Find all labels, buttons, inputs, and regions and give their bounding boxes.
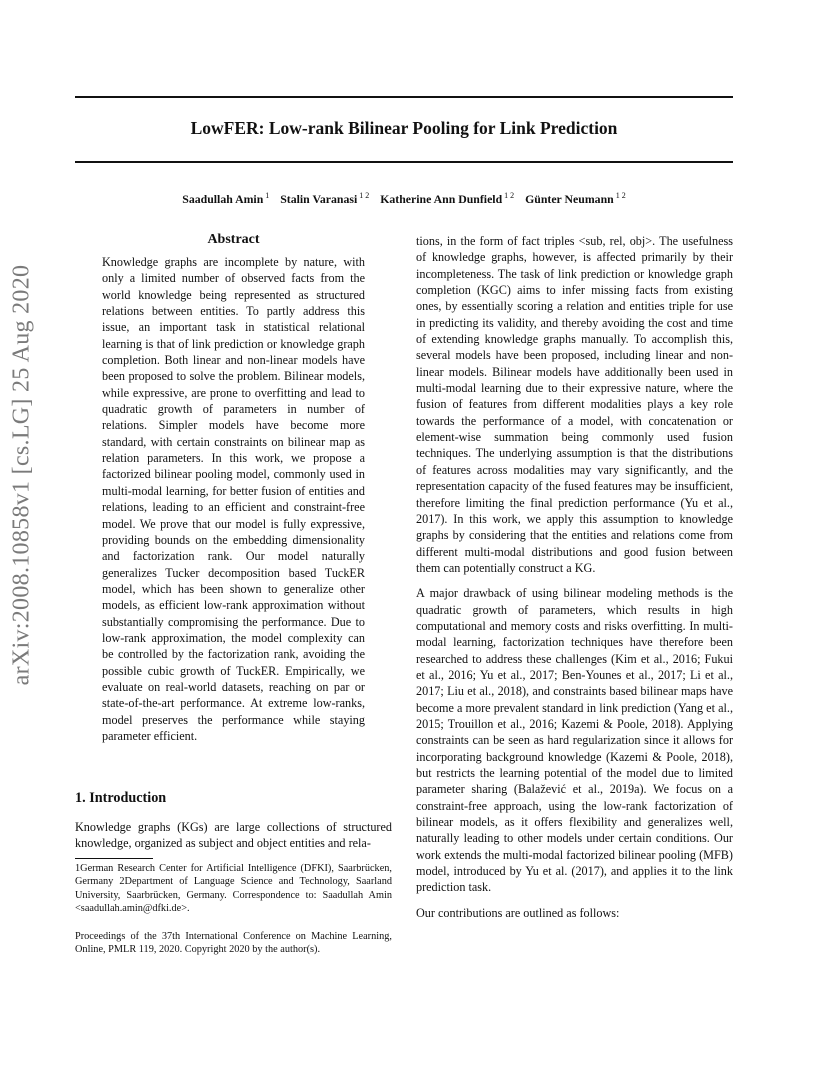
author-affiliation: 1 2: [504, 191, 515, 200]
author-3: [380, 192, 514, 206]
author-list: [75, 191, 733, 207]
paper-title: LowFER: Low-rank Bilinear Pooling for Link Prediction: [190, 118, 618, 138]
title-rule-bottom: [75, 161, 733, 163]
abstract-text: Knowledge graphs are incomplete by nature, with only a limited number of observed facts from the world knowledge being represented as structured relations between entities. To partly address this issue, an important task in statistical relational learning is that of link prediction or knowledge graph completion. Both linear and non-linear models have been proposed to solve the problem. Bilinear models, while expressive, are prone to overfitting and lead to quadratic growth of parameters in number of relations. Simpler models have become more standard, with certain constraints on bilinear map as relation parameters. In this work, we propose a factorized bilinear pooling model, commonly used in multi-modal learning, for better fusion of entities and relations, leading to an efficient and constraint-free model. We prove that our model is fully expressive, providing bounds on the embedding dimensionality and factorization rank. Our model naturally generalizes Tucker decomposition based TuckER model, which has been shown to generalize other models, as efficient low-rank approximation without substantially compromising the performance. Due to low-rank approximation, the model complexity can be controlled by the factorization rank, avoiding the possible cubic growth of TuckER. Empirically, we evaluate on real-world datasets, reaching on par or state-of-the-art performance. At extreme low-ranks, model preserves the performance while staying parameter efficient.: [102, 255, 365, 743]
footnote-rule: [75, 858, 153, 859]
intro-paragraph-2: A major drawback of using bilinear modeling methods is the quadratic growth of parameters, which results in high computational and memory costs and risks overfitting. In multi-modal learning, factorization techniques have therefore been researched to address these challenges (Kim et al., 2016; Fukui et al., 2016; Yu et al., 2017; Ben-Younes et al., 2017; Li et al., 2017; Liu et al., 2018), and constraints based bilinear maps have become a more prevalent standard in link prediction (Yang et al., 2015; Trouillon et al., 2016; Kazemi & Poole, 2018). Applying constraints can be seen as hard regularization since it allows for incorporating background knowledge (Kazemi & Poole, 2018), but restricts the learning potential of the model due to limited parameter sharing (Balažević et al., 2019a). We focus on a constraint-free approach, using the low-rank factorization of bilinear models, as it offers flexibility and generalizes well, naturally leading to other models under certain conditions. Our work extends the multi-modal factorized bilinear pooling (MFB) model, introduced by Yu et al. (2017), and applies it to the link prediction task.: [416, 586, 733, 895]
author-affiliation: 1 2: [359, 191, 370, 200]
affiliation-footnote: 1German Research Center for Artificial Intelligence (DFKI), Saarbrücken, Germany 2Department of Language Science and Technology, Saarland University, Saarbrücken, Germany. Correspondence to: Saadullah Amin <saadullah.amin@dfki.de>.: [75, 863, 392, 914]
author-affiliation: 1: [265, 191, 270, 200]
author-name: Katherine Ann Dunfield: [380, 191, 503, 206]
intro-paragraph-1: tions, in the form of fact triples <sub, rel, obj>. The usefulness of knowledge graphs, however, is affected primarily by their incompleteness. The task of link prediction or knowledge graph completion (KGC) aims to infer missing facts from existing ones, by essentially scoring a relation and entities triple for use in predicting its validity, and thereby avoiding the cost and time of extending knowledge graphs manually. To accomplish this, several models have been proposed, including linear and non-linear models. Bilinear models have additionally been used in multi-modal learning due to their expressive nature, where the fusion of features from different modalities plays a key role towards the performance of a model, with concatenation or element-wise summation being commonly used fusion techniques. The underlying assumption is that the distributions of features across modalities may vary significantly, and the representation capacity of the fused features may be insufficient, therefore limiting the final prediction performance (Yu et al., 2017). In this work, we apply this assumption to knowledge graphs by considering that the entities and relations come from different multi-modal distributions and good fusion between them can potentially construct a KG.: [416, 234, 733, 575]
author-name: Günter Neumann: [525, 191, 614, 206]
left-column: [75, 232, 392, 744]
author-2: [280, 192, 369, 206]
title-rule-top: [75, 96, 733, 98]
proceedings-note: Proceedings of the 37th International Conference on Machine Learning, Online, PMLR 119, 2020. Copyright 2020 by the author(s).: [75, 931, 392, 956]
abstract-heading: Abstract: [207, 232, 260, 247]
author-affiliation: 1 2: [615, 191, 626, 200]
author-name: Saadullah Amin: [182, 191, 264, 206]
arxiv-stamp-text: arXiv:2008.10858v1 [cs.LG] 25 Aug 2020: [8, 264, 35, 686]
introduction-heading: 1. Introduction: [75, 790, 167, 806]
intro-paragraph-3: Our contributions are outlined as follows:: [416, 905, 620, 920]
author-4: [525, 192, 626, 206]
right-column: [416, 233, 733, 921]
author-1: [182, 192, 269, 206]
introduction-text: Knowledge graphs (KGs) are large collections of structured knowledge, organized as subject and object entities and rela-: [75, 820, 392, 851]
author-name: Stalin Varanasi: [280, 191, 358, 206]
